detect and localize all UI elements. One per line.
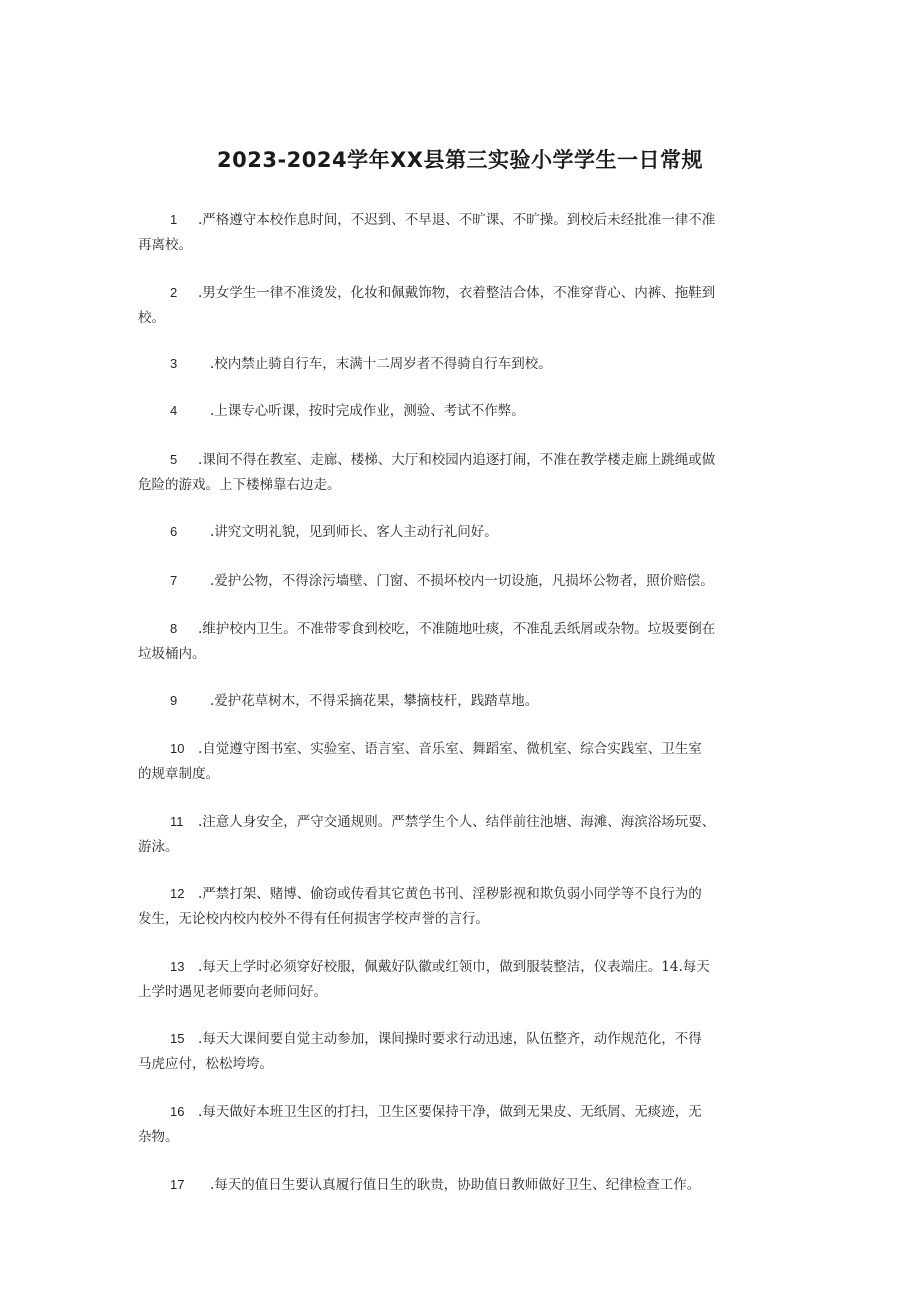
rule-text-line: .上课专心听课，按时完成作业，测验、考试不作弊。 [210, 403, 525, 419]
rule-item [138, 351, 788, 377]
rule-number: 15 [170, 1031, 185, 1046]
rule-item [138, 809, 788, 860]
rule-text-line: .每天的值日生要认真履行值日生的耿贵，协助值日教师做好卫生、纪律检查工作。 [210, 1177, 701, 1193]
rule-number: 6 [170, 524, 178, 539]
rule-text-line: 垃圾桶内。 [138, 646, 206, 662]
rule-number: 10 [170, 741, 185, 756]
rule-text-line: .爱护公物，不得涂污墙壁、门窗、不损坏校内一切设施，凡损坏公物者，照价赔偿。 [210, 573, 714, 589]
rule-text-line: .严格遵守本校作息时间，不迟到、不早退、不旷课、不旷操。到校后未经批准一律不准 [198, 212, 716, 228]
rule-number: 9 [170, 693, 178, 708]
rule-number: 13 [170, 959, 185, 974]
rule-item [138, 954, 788, 1005]
rule-text-line: .每天上学时必须穿好校服，佩戴好队徽或红领巾，做到服装整洁，仪表端庄。14.每天 [198, 959, 710, 975]
rule-item [138, 207, 788, 258]
rule-item [138, 568, 788, 594]
rule-number: 12 [170, 886, 185, 901]
rule-text-line: 危险的游戏。上下楼梯靠右边走。 [138, 477, 341, 493]
rule-text-line: .维护校内卫生。不准带零食到校吃，不准随地吐痰，不准乱丢纸屑或杂物。垃圾要倒在 [198, 621, 716, 637]
rule-number: 11 [170, 814, 184, 829]
rule-text-line: .每天做好本班卫生区的打扫，卫生区要保持干净，做到无果皮、无纸屑、无痰迹，无 [198, 1104, 702, 1120]
rule-item [138, 1026, 788, 1077]
rule-text-line: 杂物。 [138, 1129, 179, 1145]
rule-number: 7 [170, 573, 178, 588]
rule-item [138, 447, 788, 498]
rule-number: 17 [170, 1177, 185, 1192]
rule-text-line: .讲究文明礼貌，见到师长、客人主动行礼问好。 [210, 524, 498, 540]
rule-number: 2 [170, 285, 178, 300]
rule-text-line: .校内禁止骑自行车，末满十二周岁者不得骑自行车到校。 [210, 356, 552, 372]
rule-text-line: 的规章制度。 [138, 766, 219, 782]
rule-number: 5 [170, 452, 178, 467]
rule-item [138, 280, 788, 331]
rule-number: 1 [170, 212, 178, 227]
rule-item [138, 736, 788, 787]
rule-text-line: .爱护花草树木，不得采摘花果，攀摘枝杆，践踏草地。 [210, 693, 539, 709]
rule-text-line: 游泳。 [138, 839, 179, 855]
rule-text-line: 上学时遇见老师要向老师问好。 [138, 984, 327, 1000]
rule-item [138, 688, 788, 714]
rule-number: 8 [170, 621, 178, 636]
rule-item [138, 398, 788, 424]
rule-text-line: .男女学生一律不准烫发，化妆和佩戴饰物，衣着整洁合体，不准穿背心、内裤、拖鞋到 [198, 285, 716, 301]
rule-number: 3 [170, 356, 178, 371]
rule-text-line: 校。 [138, 310, 165, 326]
rule-number: 4 [170, 403, 178, 418]
rule-item [138, 519, 788, 545]
rule-text-line: .自觉遵守图书室、实验室、语言室、音乐室、舞蹈室、微机室、综合实践室、卫生室 [198, 741, 702, 757]
rule-text-line: 发生，无论校内校内校外不得有任何损害学校声誉的言行。 [138, 911, 489, 927]
rule-text-line: .课间不得在教室、走廊、楼梯、大厅和校园内追逐打闹，不准在教学楼走廊上跳绳或做 [198, 452, 716, 468]
rule-item [138, 1172, 788, 1198]
rule-text-line: .每天大课间要自觉主动参加，课间操时要求行动迅速，队伍整齐，动作规范化，不得 [198, 1031, 702, 1047]
rule-item [138, 1099, 788, 1150]
rule-text-line: .严禁打架、赌博、偷窃或传看其它黄色书刊、淫秽影视和欺负弱小同学等不良行为的 [198, 886, 702, 902]
rule-number: 16 [170, 1104, 185, 1119]
rule-text-line: 马虎应付，松松垮垮。 [138, 1056, 273, 1072]
rule-text-line: 再离校。 [138, 237, 192, 253]
rule-item [138, 881, 788, 932]
page-title: 2023-2024学年XX县第三实验小学学生一日常规 [217, 148, 703, 172]
rule-item [138, 616, 788, 667]
rule-text-line: .注意人身安全，严守交通规则。严禁学生个人、结伴前往池塘、海滩、海滨浴场玩耍、 [198, 814, 716, 830]
